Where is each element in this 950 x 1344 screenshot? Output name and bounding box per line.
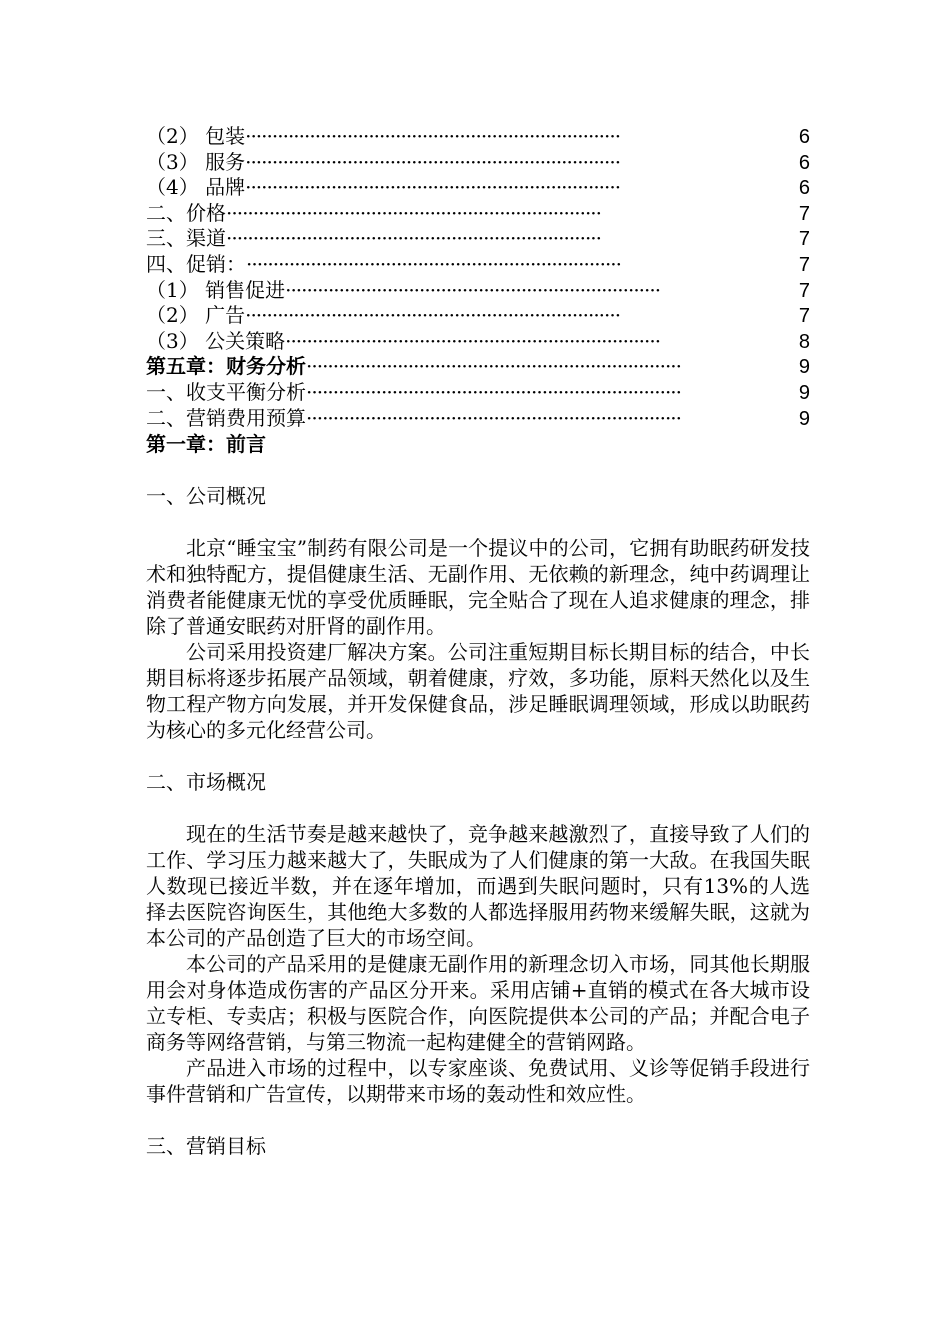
toc-entry[interactable] [146, 150, 810, 176]
toc-entry[interactable] [146, 201, 810, 227]
toc-label: （1） 销售促进 [146, 277, 286, 302]
toc-entry[interactable] [146, 380, 810, 406]
toc-leader: ······································································ [306, 354, 682, 379]
toc-entry-chapter[interactable] [146, 354, 810, 380]
toc-page-number: 6 [798, 151, 810, 174]
toc-leader: ······································································ [245, 149, 621, 174]
toc-page-number: 7 [798, 279, 810, 302]
toc-label: 四、促销： [146, 251, 246, 276]
toc-leader: ······································································ [285, 277, 661, 302]
section-heading-marketing-goals: 三、营销目标 [146, 1134, 266, 1159]
toc-leader: ······································································ [245, 175, 621, 200]
section-heading-company-overview: 一、公司概况 [146, 484, 266, 509]
body-paragraph: 现在的生活节奏是越来越快了，竞争越来越激烈了，直接导致了人们的工作、学习压力越来越大了，失眠成为了人们健康的第一大敌。在我国失眠人数现已接近半数，并在逐年增加，而遇到失眠问题时，只有13%的人选择去医院咨询医生，其他绝大多数的人都选择服用药物来缓解失眠，这就为本公司的产品创造了巨大的市场空间。 [146, 822, 810, 951]
toc-leader: ······································································ [246, 251, 622, 276]
toc-page-number: 9 [798, 356, 810, 379]
toc-page-number: 7 [798, 253, 810, 276]
toc-leader: ······································································ [306, 405, 682, 430]
toc-label: （3） 服务 [146, 149, 246, 174]
toc-entry[interactable] [146, 406, 810, 432]
toc-entry[interactable] [146, 175, 810, 201]
toc-entry[interactable] [146, 303, 810, 329]
toc-label: 三、渠道 [146, 226, 226, 251]
section-heading-market-overview: 二、市场概况 [146, 770, 266, 795]
toc-page-number: 7 [798, 202, 810, 225]
toc-label: 二、价格 [146, 200, 226, 225]
toc-leader: ······································································ [226, 226, 602, 251]
toc-page-number: 6 [798, 177, 810, 200]
page-content [146, 124, 810, 1159]
toc-page-number: 8 [798, 330, 810, 353]
body-paragraph: 产品进入市场的过程中，以专家座谈、免费试用、义诊等促销手段进行事件营销和广告宣传，以期带来市场的轰动性和效应性。 [146, 1056, 810, 1107]
toc-leader: ······································································ [226, 200, 602, 225]
toc-leader: ······································································ [285, 328, 661, 353]
toc-entry[interactable] [146, 278, 810, 304]
toc-page-number: 6 [798, 126, 810, 148]
toc-entry[interactable] [146, 124, 810, 150]
chapter-title: 第一章：前言 [146, 432, 266, 457]
toc-page-number: 7 [798, 305, 810, 328]
toc-label: （2） 广告 [146, 303, 246, 328]
body-paragraph: 本公司的产品采用的是健康无副作用的新理念切入市场，同其他长期服用会对身体造成伤害的产品区分开来。采用店铺+直销的模式在各大城市设立专柜、专卖店；积极与医院合作，向医院提供本公司的产品；并配合电子商务等网络营销，与第三物流一起构建健全的营销网路。 [146, 952, 810, 1055]
toc-leader: ······································································ [245, 303, 621, 328]
toc-label: 第五章：财务分析 [146, 354, 306, 379]
toc-page-number: 7 [798, 228, 810, 251]
toc-page-number: 9 [798, 407, 810, 430]
body-paragraph: 公司采用投资建厂解决方案。公司注重短期目标长期目标的结合，中长期目标将逐步拓展产品领域，朝着健康，疗效，多功能，原料天然化以及生物工程产物方向发展，并开发保健食品，涉足睡眠调理领域，形成以助眠药为核心的多元化经营公司。 [146, 640, 810, 743]
toc-page-number: 9 [798, 381, 810, 404]
toc-label: 一、收支平衡分析 [146, 379, 306, 404]
table-of-contents [146, 124, 810, 431]
toc-entry[interactable] [146, 226, 810, 252]
toc-leader: ······································································ [306, 379, 682, 404]
toc-label: （4） 品牌 [146, 175, 246, 200]
toc-leader: ······································································ [245, 124, 621, 148]
toc-label: （2） 包装 [146, 124, 246, 148]
toc-label: （3） 公关策略 [146, 328, 286, 353]
toc-entry[interactable] [146, 252, 810, 278]
toc-label: 二、营销费用预算 [146, 405, 306, 430]
body-paragraph: 北京“睡宝宝”制药有限公司是一个提议中的公司，它拥有助眠药研发技术和独特配方，提倡健康生活、无副作用、无依赖的新理念，纯中药调理让消费者能健康无忧的享受优质睡眠，完全贴合了现在人追求健康的理念，排除了普通安眠药对肝肾的副作用。 [146, 536, 810, 639]
toc-entry[interactable] [146, 329, 810, 355]
